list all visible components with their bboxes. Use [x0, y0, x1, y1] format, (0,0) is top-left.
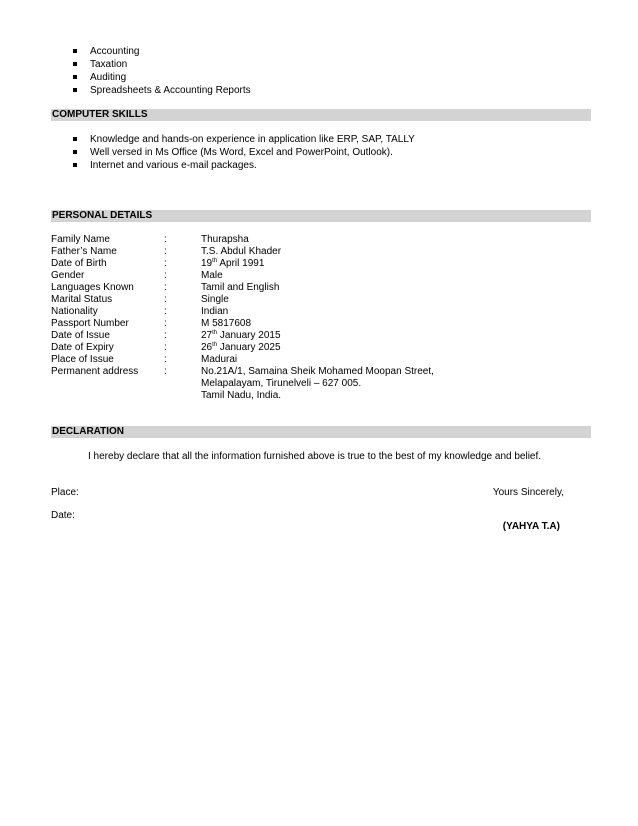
section-heading-computer-skills: COMPUTER SKILLS	[51, 109, 591, 121]
list-item: Taxation	[72, 58, 251, 71]
section-heading-personal-details: PERSONAL DETAILS	[51, 210, 591, 222]
list-item: Internet and various e-mail packages.	[72, 159, 415, 172]
closing-text: Yours Sincerely,	[492, 487, 564, 498]
list-item: Knowledge and hands-on experience in application like ERP, SAP, TALLY	[72, 133, 415, 146]
signatory-name: (YAHYA T.A)	[502, 521, 560, 532]
bullet-square-icon	[73, 62, 77, 66]
list-item: Well versed in Ms Office (Ms Word, Excel and PowerPoint, Outlook).	[72, 146, 415, 159]
bullet-square-icon	[73, 163, 77, 167]
list-item: Auditing	[72, 71, 251, 84]
skills-list	[72, 45, 251, 97]
bullet-square-icon	[73, 49, 77, 53]
bullet-square-icon	[73, 137, 77, 141]
bullet-square-icon	[73, 88, 77, 92]
date-label: Date:	[51, 510, 75, 521]
resume-page: Accounting Taxation Auditing Spreadsheets & Accounting Reports COMPUTER SKILLS Knowledge and hands-on experience in application like ERP, SAP, TALLY Well versed in Ms Office (Ms Word, Excel and PowerPoint, Outlook). Internet and various e-mail packages. PERSONAL DETAILS Family Name : Thurapsha Father’s Name : T.S. Abdul Khader Date of Birth : 19th April 1991 Gender : Male Languages Known : Tamil and English Marital Status : Single Nationality : Indian Passport Number : M 5817608 Date of Issue : 27th January 2015 Date of Expiry : 26th January 2025 Place of Issue : Madurai Permanent address : No.21A/1, Samaina Sheik Mohamed Moopan Street, Melapalayam, Tirunelveli – 627 005. Tamil Nadu, India. DECLARATION I hereby declare that all the information furnished above is true to the best of my knowledge and belief. Place: Date: Yours Sincerely, (YAHYA T.A)	[0, 0, 638, 826]
date-of-expiry-value: 26th January 2025	[201, 342, 281, 353]
declaration-text: I hereby declare that all the information furnished above is true to the best of my knowledge and belief.	[88, 451, 542, 462]
bullet-square-icon	[73, 150, 77, 154]
date-of-issue-value: 27th January 2015	[201, 330, 281, 341]
section-heading-declaration: DECLARATION	[51, 426, 591, 438]
list-item: Spreadsheets & Accounting Reports	[72, 84, 251, 97]
bullet-square-icon	[73, 75, 77, 79]
list-item: Accounting	[72, 45, 251, 58]
place-label: Place:	[51, 487, 79, 498]
date-of-birth-value: 19th April 1991	[201, 258, 265, 269]
computer-skills-list	[72, 133, 415, 172]
